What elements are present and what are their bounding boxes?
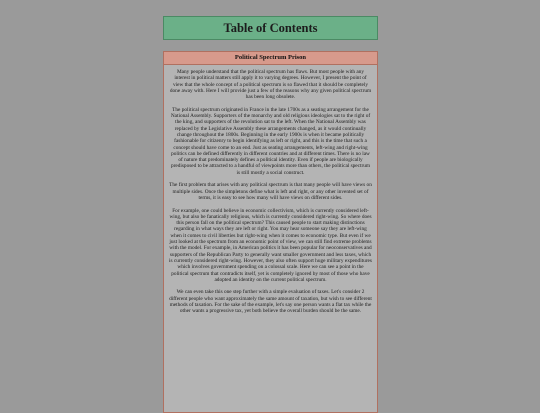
article-title: Political Spectrum Prison <box>164 52 377 65</box>
article-paragraph: Many people understand that the political spectrum has flaws. But most people with any interest in political matters still apply it to varying degrees. However, I present the point of view that the whole concept of a political spectrum is so flawed that it should be completely done away with. Here I will provide just a few of the reasons why any given political spectrum has been long obsolete. <box>169 69 372 101</box>
article-paragraph: We can even take this one step further with a simple evaluation of taxes. Let's consider 2 different people who want approximately the same amount of taxation, but wish to see different methods of taxation. For the sake of the example, let's say one person wants a flat tax while the other wants a progressive tax, yet both believe the overall burden should be the same. <box>169 289 372 315</box>
table-of-contents-link[interactable]: Table of Contents <box>163 16 378 40</box>
article-paragraph: The political spectrum originated in France in the late 1700s as a seating arrangement for the National Assembly. Supporters of the monarchy and old religious ideologies sat to the right of the king, and supporters of the revolution sat to the left. When the National Assembly was replaced by the Legislative Assembly these arrangements changed, as it would continually change throughout the 1800s. Beginning in the early 1900s is when it became politically fashionable for citizenry to begin identifying as left or right, and this is the time that such a concept should have come to an end. Just as seating arrangements, left-wing and right-wing politics can be defined differently in different countries and at different times. There is no law of nature that predominately defines a political identity. Even if people are biologically predisposed to be attracted to a handful of viewpoints more than others, the political spectrum is still mostly a social construct. <box>170 106 371 176</box>
article-paragraph: The first problem that arises with any political spectrum is that many people will have views on multiple sides. Once the simpletons define what is left and right, or any other invented set of terms, it is easy to see how many will have views on different sides. <box>169 182 372 201</box>
article-body <box>164 65 377 315</box>
article-panel <box>163 51 378 413</box>
article-paragraph: For example, one could believe in economic collectivism, which is currently considered left-wing, but also be fanatically religious, which is currently considered right-wing. So where does this person fall on the political spectrum? This caused people to start making distinctions regarding in what ways they are left or right. You may hear someone say they are left-wing when it comes to civil liberties but right-wing when it comes to economic type. But even if we just looked at the spectrum from an economic point of view, we can still find extreme problems with the model. For example, in American politics it has been popular for neoconservatives and supporters of the Republican Party to generally want smaller government and less taxes, which is currently considered right-wing. However, they also often support huge military expenditures which involves government spending on a colossal scale. Here we can see a point in the political spectrum that contradicts itself, yet is completely ignored by most of those who have adopted an identity on the current political spectrum. <box>169 207 372 283</box>
